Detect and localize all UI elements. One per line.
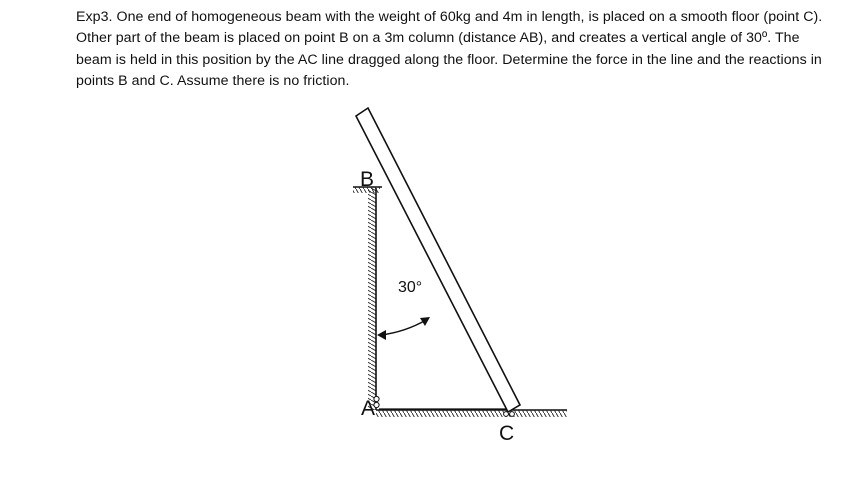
- label-point-a: A: [361, 397, 376, 420]
- column-ab: [368, 188, 376, 410]
- beam: [356, 108, 520, 412]
- problem-statement: Exp3. One end of homogeneous beam with the weight of 60kg and 4m in length, is placed on a smooth floor (point C). Other part of the beam is placed on point B on a 3m column (distance AB), and creates a vertical angle of 30º. The beam is held in this position by the AC line dragged along the floor. Determine the force in the line and the reactions in points B and C. Assume there is no friction.: [76, 9, 823, 89]
- angle-arc: [377, 317, 430, 340]
- label-point-b: B: [360, 168, 375, 191]
- label-point-c: C: [499, 422, 515, 445]
- floor: [376, 410, 567, 417]
- label-angle: 30°: [398, 279, 423, 296]
